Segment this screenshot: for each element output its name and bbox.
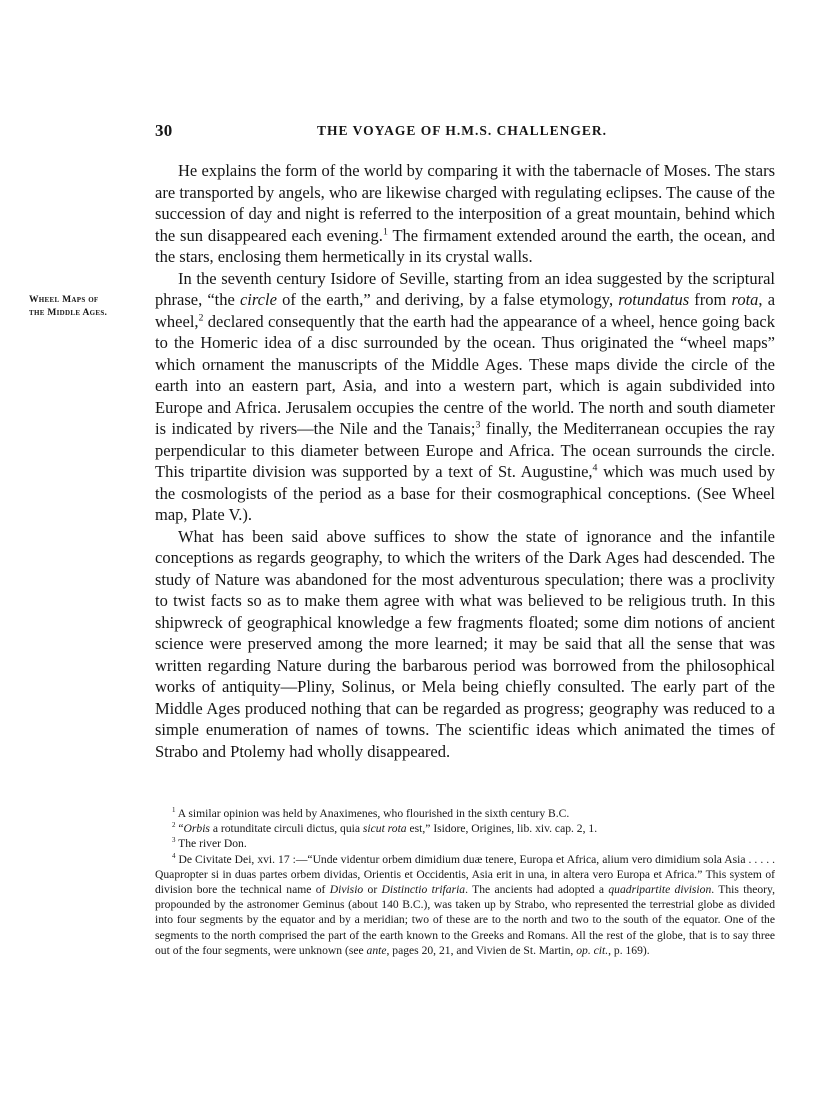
footnote-2: $^2$ “Orbis a rotunditate circuli dictus, quia sicut rota est,” Isidore, Origines, lib. xiv. cap. 2, 1. [172,821,598,836]
margin-note-line-2: the Middle Ages. [29,308,108,318]
footnote-ref-2: 2 [198,312,204,323]
footnote-1: $^1$ A similar opinion was held by Anaximenes, who flourished in the sixth century B.C. [172,806,570,820]
paragraph-1: He explains the form of the world by comparing it with the tabernacle of Moses. The stars are transported by angels, who are likewise charged with regulating eclipses. The cause of the succession of day and night is referred to the interposition of a great mountain, behind which the sun disappeared each evening.$^1$ The firmament extended around the earth, the ocean, and the stars, enclosing them hermetically in its crystal walls. [155,161,775,266]
footnote-ref-4: 4 [592,462,598,474]
footnote-4: $^4$ De Civitate Dei, xvi. 17 :—“Unde videntur orbem dimidium duæ tenere, Europa et Africa, alium vero dimidium sola Asia . . . . . Quapropter si in duas partes orbem dividas, Orientis et Occidentis, Asia erit in una, in altera vero Europa et Africa.” This system of division bore the technical name of Divisio or Distinctio trifaria. The ancients had adopted a quadripartite division. This theory, propounded by the astronomer Geminus (about 140 B.C.), was taken up by Strabo, who represented the terrestrial globe as divided into four segments by the equator and by a meridian; two of these are to the north and two to the south of the equator. One of the segments to the north comprised the part of the earth known to the Greeks and Romans. All the rest of the globe, that is to say three out of the four segments, were unknown (see ante, pages 20, 21, and Vivien de St. Martin, op. cit., p. 169). [155,851,775,957]
body-text [155,160,775,762]
page-header [155,121,775,145]
margin-note-line-1: Wheel Maps of [29,295,99,305]
footnote-3: $^3$ The river Don. [172,836,247,851]
paragraph-3: What has been said above suffices to show the state of ignorance and the infantile conceptions as regards geography, to which the writers of the Dark Ages had descended. The study of Nature was abandoned for the most adventurous speculation; there was a proclivity to twist facts so as to make them agree with what was believed to be religious truth. In this shipwreck of geographical knowledge a few fragments floated; some dim notions of ancient science were preserved among the more learned; it may be said that all the sense that was written regarding Nature during the barbarous period was borrowed from the philosophical works of antiquity—Pliny, Solinus, or Mela being chiefly consulted. The early part of the Middle Ages produced nothing that can be regarded as progress; geography was reduced to a simple enumeration of names of towns. The scientific ideas which animated the times of Strabo and Ptolemy had wholly disappeared. [155,526,775,761]
margin-note [29,294,155,320]
running-title: THE VOYAGE OF H.M.S. CHALLENGER. [317,123,608,138]
page-number: 30 [155,121,173,140]
footnote-ref-1: 1 [382,226,388,237]
footnote-ref-3: 3 [475,419,481,431]
paragraph-2: In the seventh century Isidore of Seville, starting from an idea suggested by the scriptural phrase, “the circle of the earth,” and deriving, by a false etymology, rotundatus from rota, a wheel,$^2$ declared consequently that the earth had the appearance of a wheel, hence going back to the Homeric idea of a disc surrounded by the ocean. Thus originated the “wheel maps” which ornament the manuscripts of the Middle Ages. These maps divide the circle of the earth into an eastern part, Asia, and into a western part, which is again subdivided into Europe and Africa. Jerusalem occupies the centre of the world. The north and south diameter is indicated by rivers—the Nile and the Tanais;$^3$ finally, the Mediterranean occupies the ray perpendicular to this diameter between Europe and Africa. The ocean surrounds the circle. This tripartite division was supported by a text of St. Augustine,$^4$ which was much used by the cosmologists of the period as a base for their cosmographical conceptions. (See Wheel map, Plate V.). [155,268,776,524]
footnotes [155,806,775,958]
